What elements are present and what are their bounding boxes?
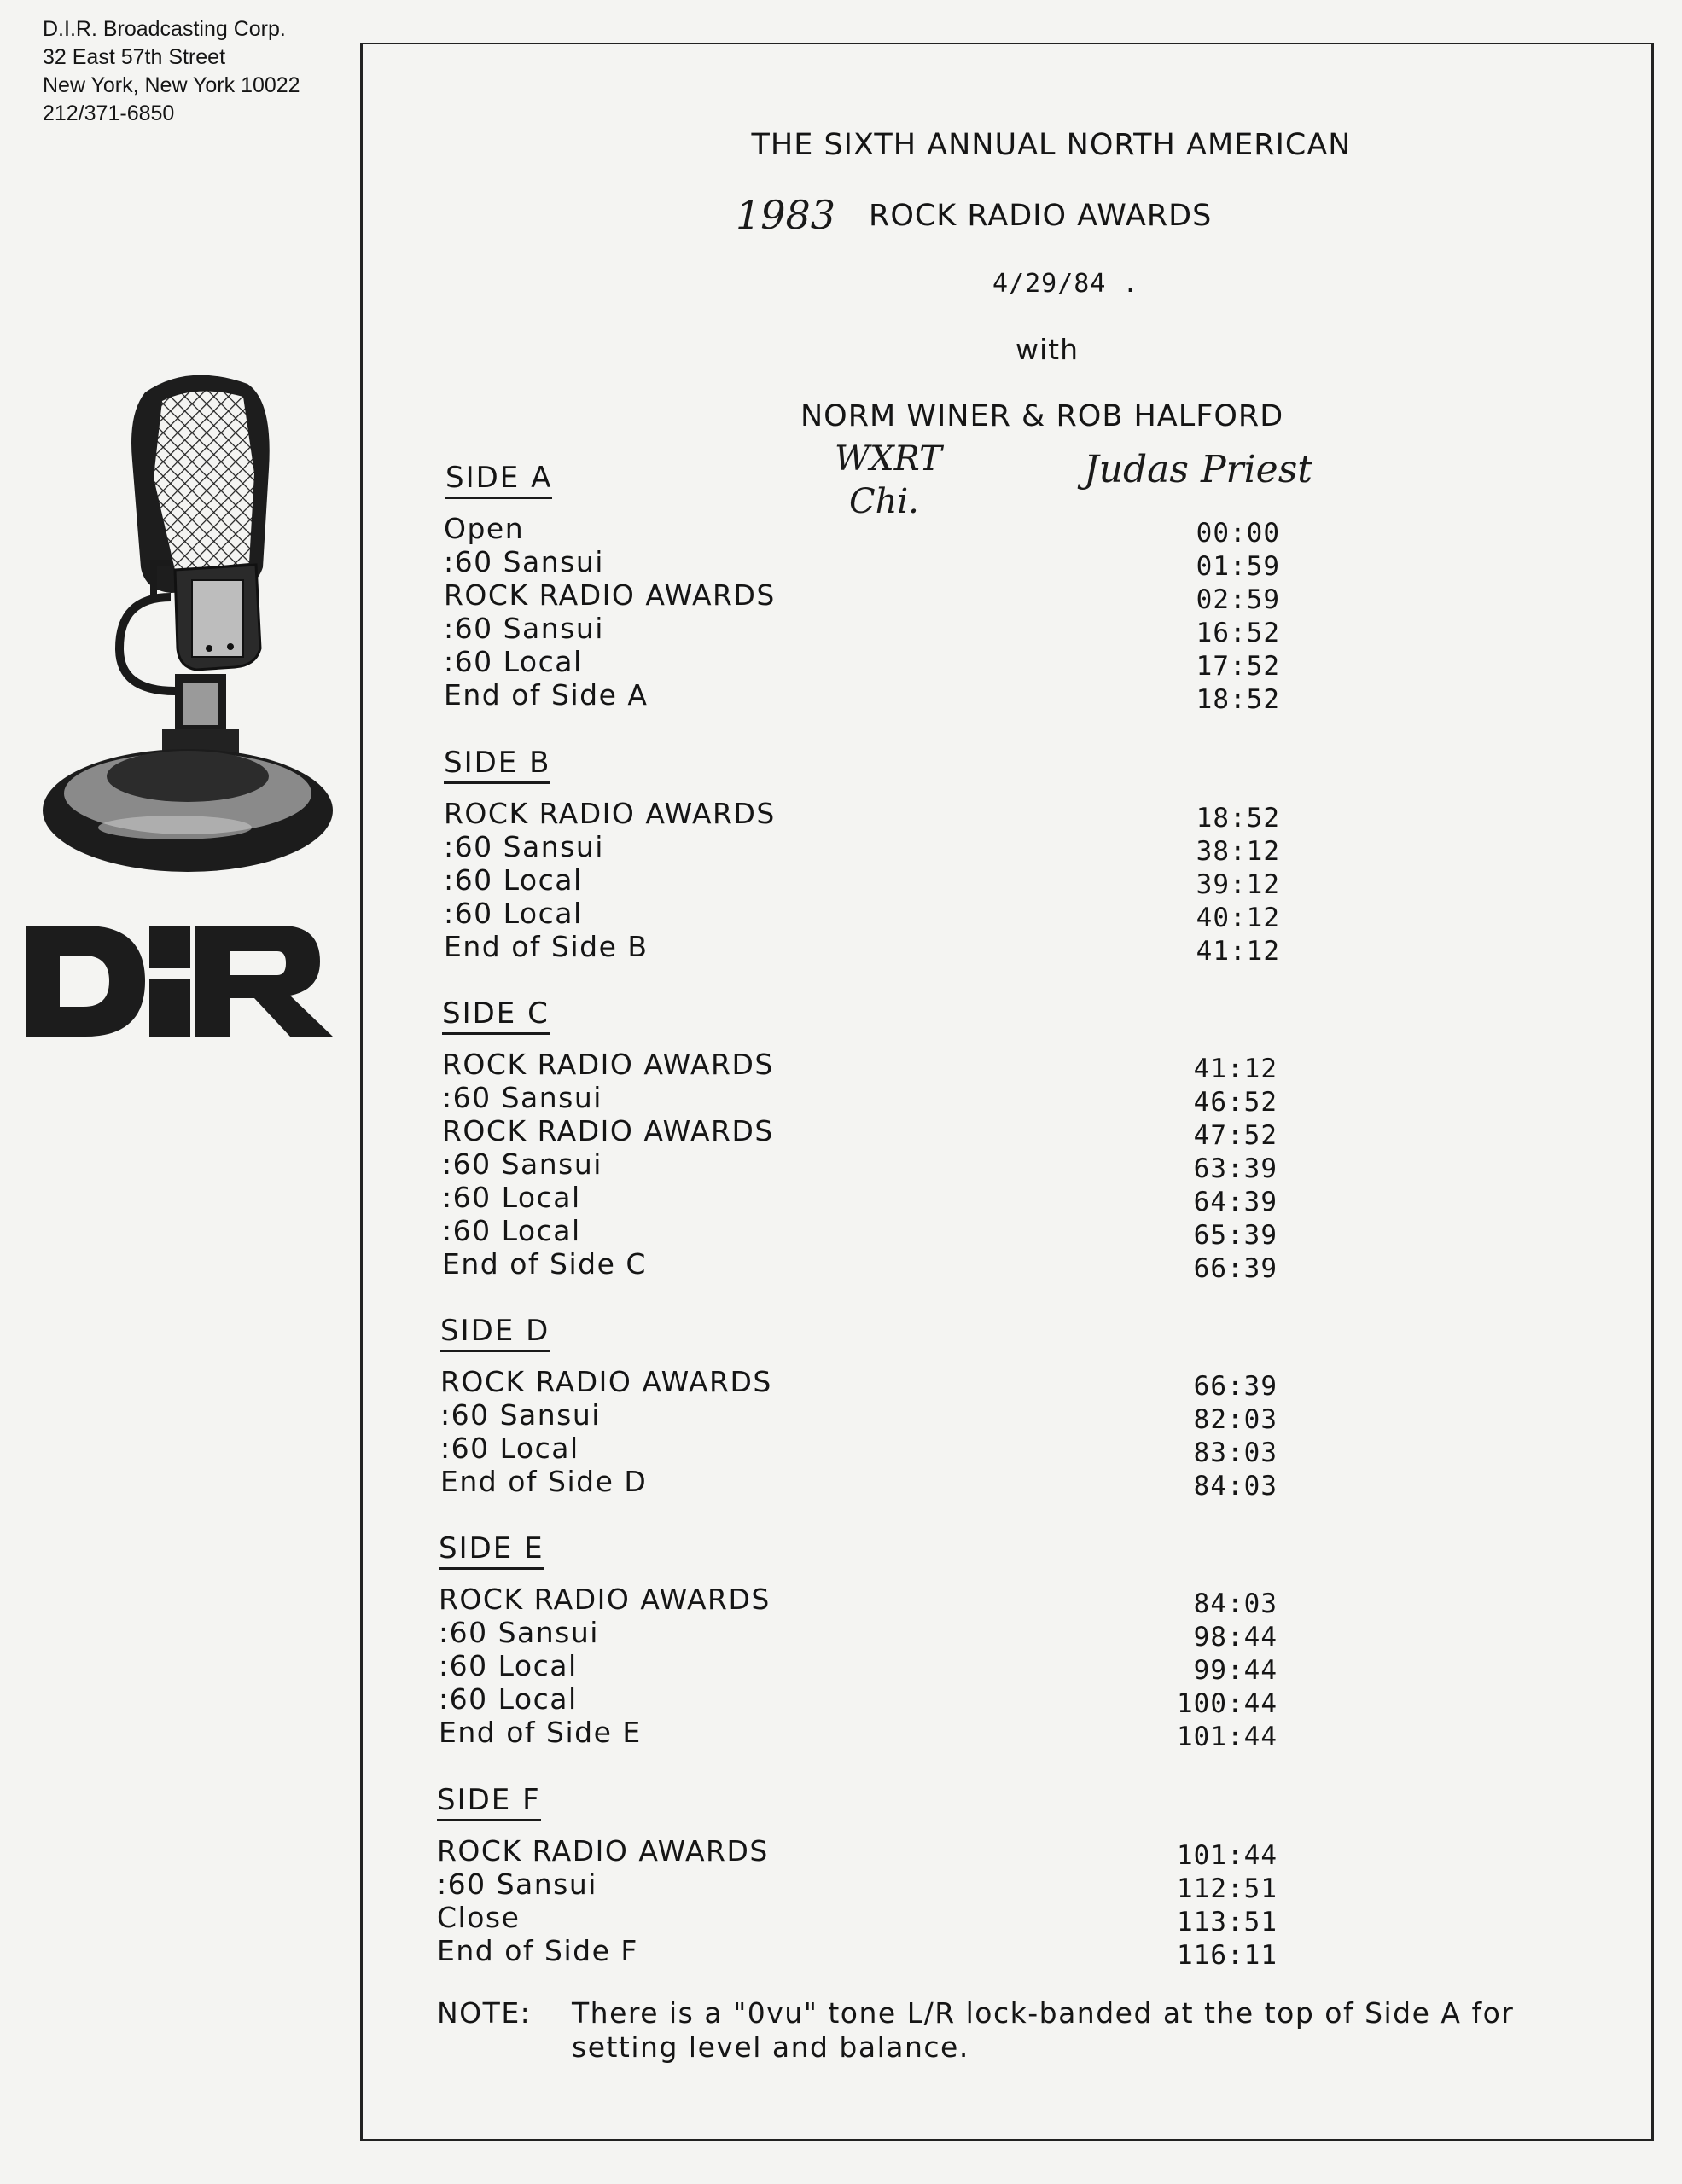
segment-time: 16:52 [1196,618,1280,648]
event-date: 4/29/84 . [992,269,1139,299]
city-address: New York, New York 10022 [43,73,300,97]
segment-label: :60 Sansui [437,1867,597,1901]
segment-label: ROCK RADIO AWARDS [439,1583,771,1616]
segment-time: 98:44 [1193,1622,1278,1653]
segment-label: :60 Local [444,897,583,930]
segment-time: 02:59 [1196,584,1280,615]
segment-label: :60 Local [442,1181,581,1214]
handwritten-city: Chi. [849,482,919,521]
segment-time: 84:03 [1193,1589,1278,1619]
segment-time: 99:44 [1193,1655,1278,1686]
segment-label: :60 Local [439,1682,578,1716]
dir-logo [26,367,350,1083]
segment-time: 84:03 [1193,1471,1278,1502]
segment-time: 00:00 [1196,518,1280,549]
side-heading: SIDE C [442,996,550,1035]
segment-label: ROCK RADIO AWARDS [440,1365,772,1398]
street-address: 32 East 57th Street [43,45,226,69]
segment-time: 101:44 [1177,1840,1278,1871]
segment-time: 101:44 [1177,1722,1278,1752]
segment-label: ROCK RADIO AWARDS [444,578,776,612]
segment-label: :60 Sansui [444,545,604,578]
segment-label: :60 Local [440,1432,579,1465]
side-heading: SIDE F [437,1783,541,1821]
segment-label: :60 Local [439,1649,578,1682]
segment-time: 66:39 [1193,1253,1278,1284]
handwritten-band: Judas Priest [1084,448,1312,491]
hosts-line: NORM WINER & ROB HALFORD [800,399,1284,433]
dir-letters-icon [26,926,333,1037]
side-heading: SIDE D [440,1314,550,1352]
segment-time: 40:12 [1196,903,1280,933]
note-label: NOTE: [437,1996,532,2030]
segment-time: 66:39 [1193,1371,1278,1402]
segment-label: :60 Sansui [442,1147,602,1181]
segment-label: ROCK RADIO AWARDS [437,1834,769,1867]
segment-time: 41:12 [1196,936,1280,967]
segment-label: :60 Sansui [442,1081,602,1114]
segment-time: 65:39 [1193,1220,1278,1251]
segment-time: 18:52 [1196,684,1280,715]
segment-label: Open [444,512,525,545]
segment-time: 38:12 [1196,836,1280,867]
segment-label: End of Side A [444,678,649,712]
segment-label: ROCK RADIO AWARDS [442,1114,774,1147]
segment-label: :60 Sansui [444,830,604,863]
segment-label: :60 Local [444,863,583,897]
segment-time: 46:52 [1193,1087,1278,1118]
segment-time: 63:39 [1193,1153,1278,1184]
segment-time: 17:52 [1196,651,1280,682]
side-heading: SIDE B [444,746,550,784]
title-line-2: ROCK RADIO AWARDS [869,199,1213,233]
segment-label: :60 Sansui [440,1398,601,1432]
segment-time: 64:39 [1193,1187,1278,1217]
segment-time: 100:44 [1177,1688,1278,1719]
segment-time: 113:51 [1177,1907,1278,1937]
segment-time: 82:03 [1193,1404,1278,1435]
segment-label: ROCK RADIO AWARDS [442,1048,774,1081]
handwritten-year: 1983 [736,192,836,238]
with-text: with [1016,333,1080,366]
segment-label: End of Side E [439,1716,642,1749]
segment-label: :60 Local [442,1214,581,1247]
letterhead-address [43,15,300,128]
segment-time: 47:52 [1193,1120,1278,1151]
segment-time: 01:59 [1196,551,1280,582]
segment-label: End of Side C [442,1247,647,1281]
segment-label: :60 Sansui [439,1616,599,1649]
side-heading: SIDE A [445,461,552,499]
side-heading: SIDE E [439,1531,544,1570]
note-text: There is a "0vu" tone L/R lock-banded at the top of Side A for setting level and balance. [572,1996,1515,2064]
segment-label: :60 Sansui [444,612,604,645]
segment-label: :60 Local [444,645,583,678]
segment-time: 83:03 [1193,1438,1278,1468]
segment-time: 116:11 [1177,1940,1278,1971]
title-line-1: THE SIXTH ANNUAL NORTH AMERICAN [751,128,1352,162]
segment-time: 112:51 [1177,1873,1278,1904]
phone-number: 212/371-6850 [43,102,175,125]
company-name: D.I.R. Broadcasting Corp. [43,17,286,41]
segment-time: 41:12 [1193,1054,1278,1084]
dir-logo-text [26,926,333,1037]
segment-time: 39:12 [1196,869,1280,900]
handwritten-station: WXRT [835,439,942,479]
segment-time: 18:52 [1196,803,1280,834]
segment-label: ROCK RADIO AWARDS [444,797,776,830]
segment-label: End of Side D [440,1465,648,1498]
segment-label: End of Side B [444,930,649,963]
segment-label: Close [437,1901,521,1934]
segment-label: End of Side F [437,1934,638,1967]
